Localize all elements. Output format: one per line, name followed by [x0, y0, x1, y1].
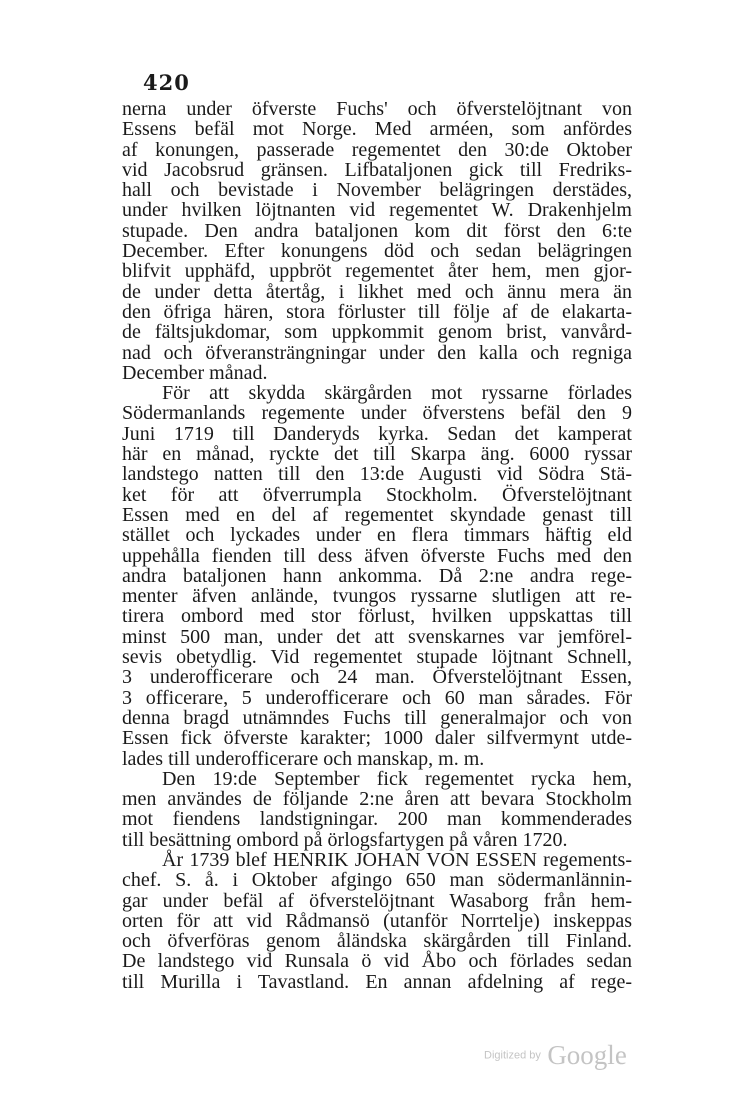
text-line: Juni 1719 till Danderyds kyrka. Sedan det kamperat	[122, 422, 632, 445]
text-line: denna bragd utnämndes Fuchs till generalmajor och von	[122, 706, 632, 729]
text-line: den öfriga hären, stora förluster till följe af de elakarta-	[122, 300, 632, 323]
text-line: stället och lyckades under en flera timmars häftig eld	[122, 524, 632, 547]
text-line: nad och öfveransträngningar under den kalla och regniga	[122, 341, 632, 364]
text-line: stupade. Den andra bataljonen kom dit först den 6:te	[122, 219, 632, 242]
text-line: Essen med en del af regementet skyndade genast till	[122, 503, 632, 526]
text-line: de under detta återtåg, i likhet med och ännu mera än	[122, 280, 632, 303]
text-line: af konungen, passerade regementet den 30:de Oktober	[122, 138, 632, 161]
text-line: vid Jacobsrud gränsen. Lifbataljonen gick till Fredriks-	[122, 158, 632, 181]
text-line: orten för att vid Rådmansö (utanför Norrtelje) inskeppas	[122, 909, 632, 932]
text-line: landstego natten till den 13:de Augusti vid Södra Stä-	[122, 463, 632, 486]
text-line: andra bataljonen hann ankomma. Då 2:ne andra rege-	[122, 564, 632, 587]
text-line: ket för att öfverrumpla Stockholm. Öfverstelöjtnant	[122, 483, 632, 506]
text-line: blifvit upphäfd, uppbröt regementet åter hem, men gjor-	[122, 260, 632, 283]
text-line: och öfverföras genom åländska skärgården till Finland.	[122, 930, 632, 953]
text-line: lades till underofficerare och manskap, m. m.	[122, 747, 485, 770]
text-line: De landstego vid Runsala ö vid Åbo och förlades sedan	[122, 950, 632, 973]
text-line: mot fiendens landstigningar. 200 man kommenderades	[122, 808, 632, 831]
text-line: 3 officerare, 5 underofficerare och 60 man sårades. För	[122, 686, 632, 709]
text-line: gar under befäl af öfverstelöjtnant Wasaborg från hem-	[122, 889, 632, 912]
text-line: 3 underofficerare och 24 man. Öfverstelöjtnant Essen,	[122, 666, 632, 689]
text-line: För att skydda skärgården mot ryssarne förlades	[162, 382, 632, 405]
text-line: sevis obetydlig. Vid regementet stupade löjtnant Schnell,	[122, 646, 632, 669]
page-number: 420	[143, 70, 190, 95]
text-line: December. Efter konungens död och sedan belägringen	[122, 240, 632, 263]
text-line: uppehålla fienden till dess äfven öfverste Fuchs med den	[122, 544, 632, 567]
text-line: Den 19:de September fick regementet rycka hem,	[162, 767, 632, 790]
text-line: till besättning ombord på örlogsfartygen på våren 1720.	[122, 828, 568, 851]
text-line: menter äfven anlände, tvungos ryssarne slutligen att re-	[122, 585, 632, 608]
text-line: Södermanlands regemente under öfverstens befäl den 9	[122, 402, 632, 425]
text-line: Essens befäl mot Norge. Med arméen, som anfördes	[122, 118, 632, 141]
text-line: tirera ombord med stor förlust, hvilken uppskattas till	[122, 605, 632, 628]
watermark-prefix: Digitized by	[484, 1049, 541, 1062]
text-line: chef. S. å. i Oktober afgingo 650 man södermanlännin-	[122, 869, 632, 892]
text-line: under hvilken löjtnanten vid regementet W. Drakenhjelm	[122, 199, 632, 222]
text-line: minst 500 man, under det att svenskarnes var jemförel-	[122, 625, 632, 648]
text-line: År 1739 blef HENRIK JOHAN VON ESSEN regements-	[162, 848, 632, 871]
text-line: här en månad, ryckte det till Skarpa äng. 6000 ryssar	[122, 443, 632, 466]
watermark-brand: Google	[547, 1040, 627, 1070]
text-line: till Murilla i Tavastland. En annan afdelning af rege-	[122, 970, 632, 993]
text-line: men användes de följande 2:ne åren att bevara Stockholm	[122, 788, 632, 811]
digitized-by-google-watermark	[484, 1040, 627, 1071]
text-line: nerna under öfverste Fuchs' och öfverstelöjtnant von	[122, 98, 632, 120]
text-line: hall och bevistade i November belägringen derstädes,	[122, 179, 632, 202]
text-line: December månad.	[122, 361, 268, 384]
text-line: Essen fick öfverste karakter; 1000 daler silfvermynt utde-	[122, 727, 632, 750]
text-line: de fältsjukdomar, som uppkommit genom brist, vanvård-	[122, 321, 632, 344]
body-text	[122, 99, 632, 992]
